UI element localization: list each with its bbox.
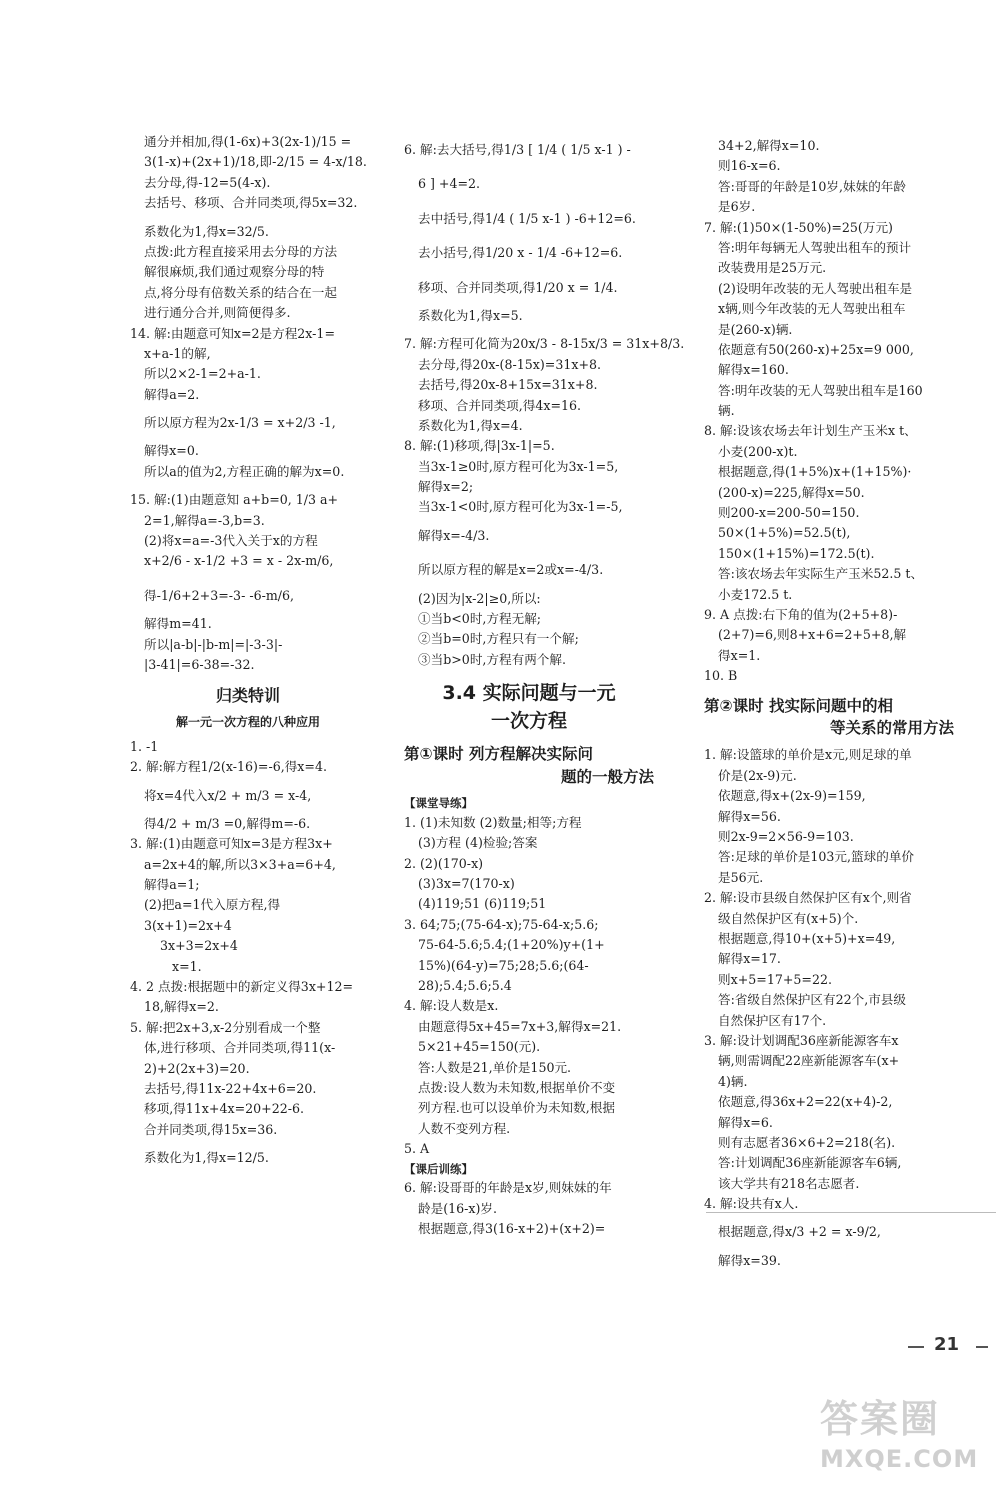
question-3: 3. 解:(1)由题意可知x=3是方程3x+ [130,836,333,852]
hint-line: 点拨:设人数为未知数,根据单价不变 [418,1079,616,1095]
text-line: 小麦172.5 t. [718,586,793,602]
text-line: 答:哥哥的年龄是10岁,妹妹的年龄 [718,178,906,194]
text-line: x辆,则今年改装的无人驾驶出租车 [718,301,906,317]
question-1: 1. -1 [130,738,159,754]
text-line: (4)119;51 (6)119;51 [418,896,547,912]
column-1 [130,132,366,1169]
text-line: 3(1-x)+(2x+1)/18,即-2/15 = 4-x/18. [144,154,367,170]
text-line: 人数不变列方程. [418,1120,511,1136]
text-line: 则x+5=17+5=22. [718,971,832,987]
text-line: 5×21+45=150(元). [418,1039,541,1055]
section-title-line-2: 一次方程 [490,709,567,732]
text-line: (3)方程 (4)检验;答案 [418,835,538,851]
text-line: x=1. [172,958,202,974]
text-line: 解很麻烦,我们通过观察分母的特 [144,264,325,280]
page-number: 21 [934,1334,960,1355]
text-line: 2)+2(2x+3)=20. [144,1060,250,1076]
text-line: 得4/2 + m/3 =0,解得m=-6. [144,815,311,831]
text-line: 移项,得11x+4x=20+22-6. [144,1101,305,1117]
text-line: 点,将分母有倍数关系的结合在一起 [144,284,337,300]
lesson-heading [704,695,954,740]
hint-line: 点拨:此方程直接采用去分母的方法 [144,243,338,259]
text-line: 答:明年改装的无人驾驶出租车是160 [718,382,923,398]
text-line: 得x=1. [718,647,761,663]
lesson-title-line-1: 第①课时 列方程解决实际问 [404,745,594,764]
section-title-line-1: 3.4 实际问题与一元 [442,682,616,705]
page-number-dash-left [908,1346,924,1348]
text-line: 答:人数是21,单价是150元. [418,1059,572,1075]
text-line: 移项、合并同类项,得1/20 x = 1/4. [418,279,618,295]
text-line: 去括号,得11x-22+4x+6=20. [144,1080,317,1096]
question-7: 7. 解:(1)50×(1-50%)=25(万元) [704,219,893,235]
text-line: 解得x=39. [718,1252,781,1268]
text-line: 依题意,得x+(2x-9)=159, [718,788,866,804]
text-line: 去括号,得20x-8+15x=31x+8. [418,377,598,393]
text-line: 3(x+1)=2x+4 [144,917,232,933]
question-1: 1. 解:设篮球的单价是x元,则足球的单 [704,747,912,763]
text-line: 去括号、移项、合并同类项,得5x=32. [144,195,358,211]
column-2 [404,132,685,1239]
text-line: 得-1/6+2+3=-3- -6-m/6, [144,587,295,603]
text-line: 解得a=2. [144,386,200,402]
question-14: 14. 解:由题意可知x=2是方程2x-1= [130,325,335,341]
text-line: (3)3x=7(170-x) [418,876,515,892]
text-line: 则16-x=6. [718,158,781,174]
after-class-tag: 【课后训练】 [404,1161,473,1176]
question-2: 2. 解:设市县级自然保护区有x个,则省 [704,890,912,906]
text-line: |3-41|=6-38=-32. [144,656,255,672]
text-line: 根据题意,得x/3 +2 = x-9/2, [718,1224,881,1240]
text-line: x+a-1的解, [144,345,211,361]
question-9: 9. A 点拨:右下角的值为(2+5+8)- [704,606,898,622]
text-line: 所以|a-b|-|b-m|=|-3-3|- [144,636,283,652]
text-line: 75-64-5.6;5.4;(1+20%)y+(1+ [418,937,605,953]
text-line: 该大学共有218名志愿者. [718,1175,860,1191]
question-3: 3. 64;75;(75-64-x);75-64-x;5.6; [404,916,599,932]
text-line: 价是(2x-9)元. [718,767,797,783]
text-line: 去小括号,得1/20 x - 1/4 -6+12=6. [418,245,623,261]
column-3 [704,136,954,1271]
text-line: 改装费用是25万元. [718,260,827,276]
text-line: 当3x-1≥0时,原方程可化为3x-1=5, [418,458,619,474]
text-line: 系数化为1,得x=12/5. [144,1150,269,1166]
section-heading [404,680,654,735]
text-line: 龄是(16-x)岁. [418,1200,497,1216]
text-line: 4)辆. [718,1073,748,1089]
text-line: 去分母,得20x-(8-15x)=31x+8. [418,356,602,372]
text-line: 15%)(64-y)=75;28;5.6;(64- [418,957,589,973]
text-line: 答:该农场去年实际生产玉米52.5 t、 [718,566,924,582]
watermark-title: 答案圈 [820,1397,941,1441]
text-line: 解得x=2; [418,479,474,495]
text-line: 系数化为1,得x=4. [418,417,523,433]
text-line: (2)把a=1代入原方程,得 [144,897,281,913]
question-5: 5. 解:把2x+3,x-2分别看成一个整 [130,1019,321,1035]
text-line: 解得x=56. [718,808,781,824]
text-line: 28);5.4;5.6;5.4 [418,977,512,993]
text-line: x+2/6 - x-1/2 +3 = x - 2x-m/6, [144,553,334,569]
text-line: 2=1,解得a=-3,b=3. [144,512,265,528]
text-line: 6 ] +4=2. [418,176,481,192]
question-5: 5. A [404,1141,430,1157]
text-line: 列方程.也可以设单价为未知数,根据 [418,1100,615,1116]
text-line: ②当b=0时,方程只有一个解; [418,631,579,647]
text-line: 是6岁. [718,199,756,215]
text-line: 去分母,得-12=5(4-x). [144,174,271,190]
question-8: 8. 解:(1)移项,得|3x-1|=5. [404,438,555,454]
text-line: 根据题意,得3(16-x+2)+(x+2)= [418,1220,606,1236]
text-line: 18,解得x=2. [144,999,219,1015]
question-3: 3. 解:设计划调配36座新能源客车x [704,1032,899,1048]
text-line: 解得x=160. [718,362,789,378]
watermark-url: MXQE.COM [820,1445,979,1473]
question-10: 10. B [704,668,738,684]
question-2: 2. 解:解方程1/2(x-16)=-6,得x=4. [130,759,327,775]
text-line: 则200-x=200-50=150. [718,505,860,521]
text-line: 答:足球的单价是103元,篮球的单价 [718,849,915,865]
category-heading: 归类特训 [215,686,280,706]
text-line: (2)设明年改装的无人驾驶出租车是 [718,280,913,296]
question-4: 4. 解:设人数是x. [404,998,499,1014]
text-line: 解得x=17. [718,951,781,967]
text-line: 依题意,得36x+2=22(x+4)-2, [718,1094,893,1110]
text-line: 3x+3=2x+4 [160,938,238,954]
text-line: 辆. [718,403,735,419]
text-line: a=2x+4的解,所以3×3+a=6+4, [144,856,336,872]
text-line: 级自然保护区有(x+5)个. [718,910,859,926]
text-line: 去中括号,得1/4 ( 1/5 x-1 ) -6+12=6. [418,210,636,226]
question-6: 6. 解:去大括号,得1/3 [ 1/4 ( 1/5 x-1 ) - [404,142,631,157]
category-subheading: 解一元一次方程的八种应用 [175,715,320,730]
text-line: 解得x=0. [144,443,199,459]
divider [706,1212,996,1213]
text-line: 辆,则需调配22座新能源客车(x+ [718,1053,900,1069]
question-4: 4. 2 点拨:根据题中的新定义得3x+12= [130,979,354,995]
text-line: 自然保护区有17个. [718,1012,827,1028]
text-line: (2)将x=a=-3代入关于x的方程 [144,533,318,549]
text-line: 则2x-9=2×56-9=103. [718,829,854,845]
question-4: 4. 解:设共有x人. [704,1196,799,1212]
question-1: 1. (1)未知数 (2)数量;相等;方程 [404,814,582,830]
text-line: 通分并相加,得(1-6x)+3(2x-1)/15 = [144,134,352,149]
class-practice-tag: 【课堂导练】 [404,796,473,811]
text-line: 依题意有50(260-x)+25x=9 000, [718,341,914,357]
page-number-dash-right [976,1346,988,1348]
lesson-title-line-2: 等关系的常用方法 [829,719,954,738]
text-line: ①当b<0时,方程无解; [418,611,542,627]
lesson-title-line-2: 题的一般方法 [560,767,654,786]
text-line: 所以a的值为2,方程正确的解为x=0. [144,463,345,479]
text-line: 系数化为1,得x=5. [418,307,523,323]
text-line: 解得x=6. [718,1114,773,1130]
text-line: 所以2×2-1=2+a-1. [144,366,261,382]
question-6: 6. 解:设哥哥的年龄是x岁,则妹妹的年 [404,1180,612,1196]
text-line: 答:省级自然保护区有22个,市县级 [718,992,906,1008]
text-line: 当3x-1<0时,原方程可化为3x-1=-5, [418,499,623,515]
text-line: 进行通分合并,则简便得多. [144,305,291,321]
text-line: 解得x=-4/3. [418,527,490,543]
text-line: 根据题意,得10+(x+5)+x=49, [718,931,896,946]
text-line: 解得a=1; [144,877,200,893]
text-line: 答:明年每辆无人驾驶出租车的预计 [718,239,912,255]
question-15: 15. 解:(1)由题意知 a+b=0, 1/3 a+ [130,492,339,508]
text-line: 所以原方程为2x-1/3 = x+2/3 -1, [144,415,336,431]
text-line: 是56元. [718,869,764,885]
text-line: 解得m=41. [144,616,212,632]
text-line: 移项、合并同类项,得4x=16. [418,397,582,413]
text-line: 50×(1+5%)=52.5(t), [718,525,851,541]
lesson-title-line-1: 第②课时 找实际问题中的相 [704,696,894,715]
text-line: 将x=4代入x/2 + m/3 = x-4, [144,787,312,803]
text-line: (2)因为|x-2|≥0,所以: [418,590,541,606]
text-line: 则有志愿者36×6+2=218(名). [718,1134,896,1150]
text-line: 由题意得5x+45=7x+3,解得x=21. [418,1018,622,1034]
text-line: 系数化为1,得x=32/5. [144,223,269,239]
text-line: (2+7)=6,则8+x+6=2+5+8,解 [718,627,907,643]
text-line: 是(260-x)辆. [718,321,793,337]
text-line: 150×(1+15%)=172.5(t). [718,545,875,561]
text-line: 合并同类项,得15x=36. [144,1121,278,1137]
question-2: 2. (2)(170-x) [404,855,484,871]
text-line: 根据题意,得(1+5%)x+(1+15%)· [718,464,912,480]
text-line: 答:计划调配36座新能源客车6辆, [718,1155,902,1171]
question-8: 8. 解:设该农场去年计划生产玉米x t、 [704,423,917,439]
text-line: 34+2,解得x=10. [718,138,820,153]
text-line: (200-x)=225,解得x=50. [718,484,865,500]
text-line: 所以原方程的解是x=2或x=-4/3. [418,562,604,578]
text-line: 体,进行移项、合并同类项,得11(x- [144,1040,336,1056]
text-line: ③当b>0时,方程有两个解. [418,651,566,667]
text-line: 小麦(200-x)t. [718,443,798,459]
question-7: 7. 解:方程可化简为20x/3 - 8-15x/3 = 31x+8/3. [404,336,685,352]
watermark-logo [820,1388,988,1488]
lesson-heading [404,743,654,788]
